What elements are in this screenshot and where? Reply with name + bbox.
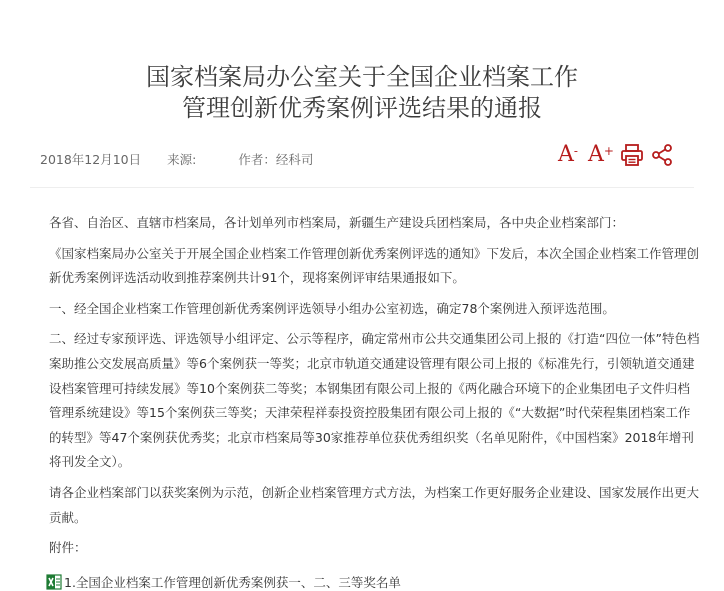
font-decrease-button[interactable]: [558, 140, 578, 170]
salutation: 各省、自治区、直辖市档案局，各计划单列市档案局，新疆生产建设兵团档案局，各中央企业档案部门：: [49, 215, 625, 230]
excel-file-icon: [46, 574, 62, 590]
header-divider: [30, 187, 694, 188]
paragraph-2: 一、经全国企业档案工作管理创新优秀案例评选领导小组办公室初选，确定78个案例进入预评选范围。: [49, 300, 615, 316]
minus-sign: -: [573, 144, 578, 158]
paragraph-1: 《国家档案局办公室关于开展全国企业档案工作管理创新优秀案例评选的通知》下发后，本次全国企业档案工作管理创新优秀案例评选活动收到推荐案例共计91个，现将案例评审结果通报如下。: [49, 245, 700, 286]
attachment-label: 附件：: [49, 540, 87, 556]
source-label: 来源:: [167, 152, 197, 167]
font-decrease-letter: A: [558, 142, 574, 167]
plus-sign: +: [603, 144, 614, 158]
font-increase-button[interactable]: [588, 140, 614, 170]
publish-date: 2018年12月10日: [40, 152, 142, 167]
attachment-item[interactable]: [46, 572, 401, 591]
share-button[interactable]: [650, 143, 674, 171]
paragraph-3: 二、经过专家预评选、评选领导小组评定、公示等程序，确定常州市公共交通集团公司上报的《打造“四位一体”特色档案助推公交发展高质量》等6个案例获一等奖；北京市轨道交通建设管理有限公司上报的《标准先行，引领轨道交通建设档案管理可持续发展》等10个案例获二等奖；本钢集团有限公司上报的《两化融合环境下的企业集团电子文件归档管理系统建设》等15个案例获三等奖；天津荣程祥泰投资控股集团有限公司上报的《“大数据”时代荣程集团档案工作的转型》等47个案例获优秀奖；北京市档案局等30家推荐单位获优秀组织奖（名单见附件，《中国档案》2018年增刊将刊发全文）。: [49, 331, 700, 470]
attachment-link[interactable]: 1.全国企业档案工作管理创新优秀案例获一、二、三等奖名单: [64, 575, 401, 590]
paragraph-4: 请各企业档案部门以获奖案例为示范，创新企业档案管理方式方法，为档案工作更好服务企业建设、国家发展作出更大贡献。: [49, 484, 700, 525]
print-button[interactable]: [620, 143, 644, 171]
print-icon: [620, 143, 644, 167]
page-title: [0, 62, 724, 124]
article-meta: [40, 150, 313, 168]
font-increase-letter: A: [588, 142, 604, 167]
article-body: [22, 211, 702, 561]
share-icon: [650, 143, 674, 167]
title-line-1: 国家档案局办公室关于全国企业档案工作: [146, 63, 578, 91]
author: 作者：经科司: [238, 152, 314, 167]
title-line-2: 管理创新优秀案例评选结果的通报: [182, 94, 542, 122]
